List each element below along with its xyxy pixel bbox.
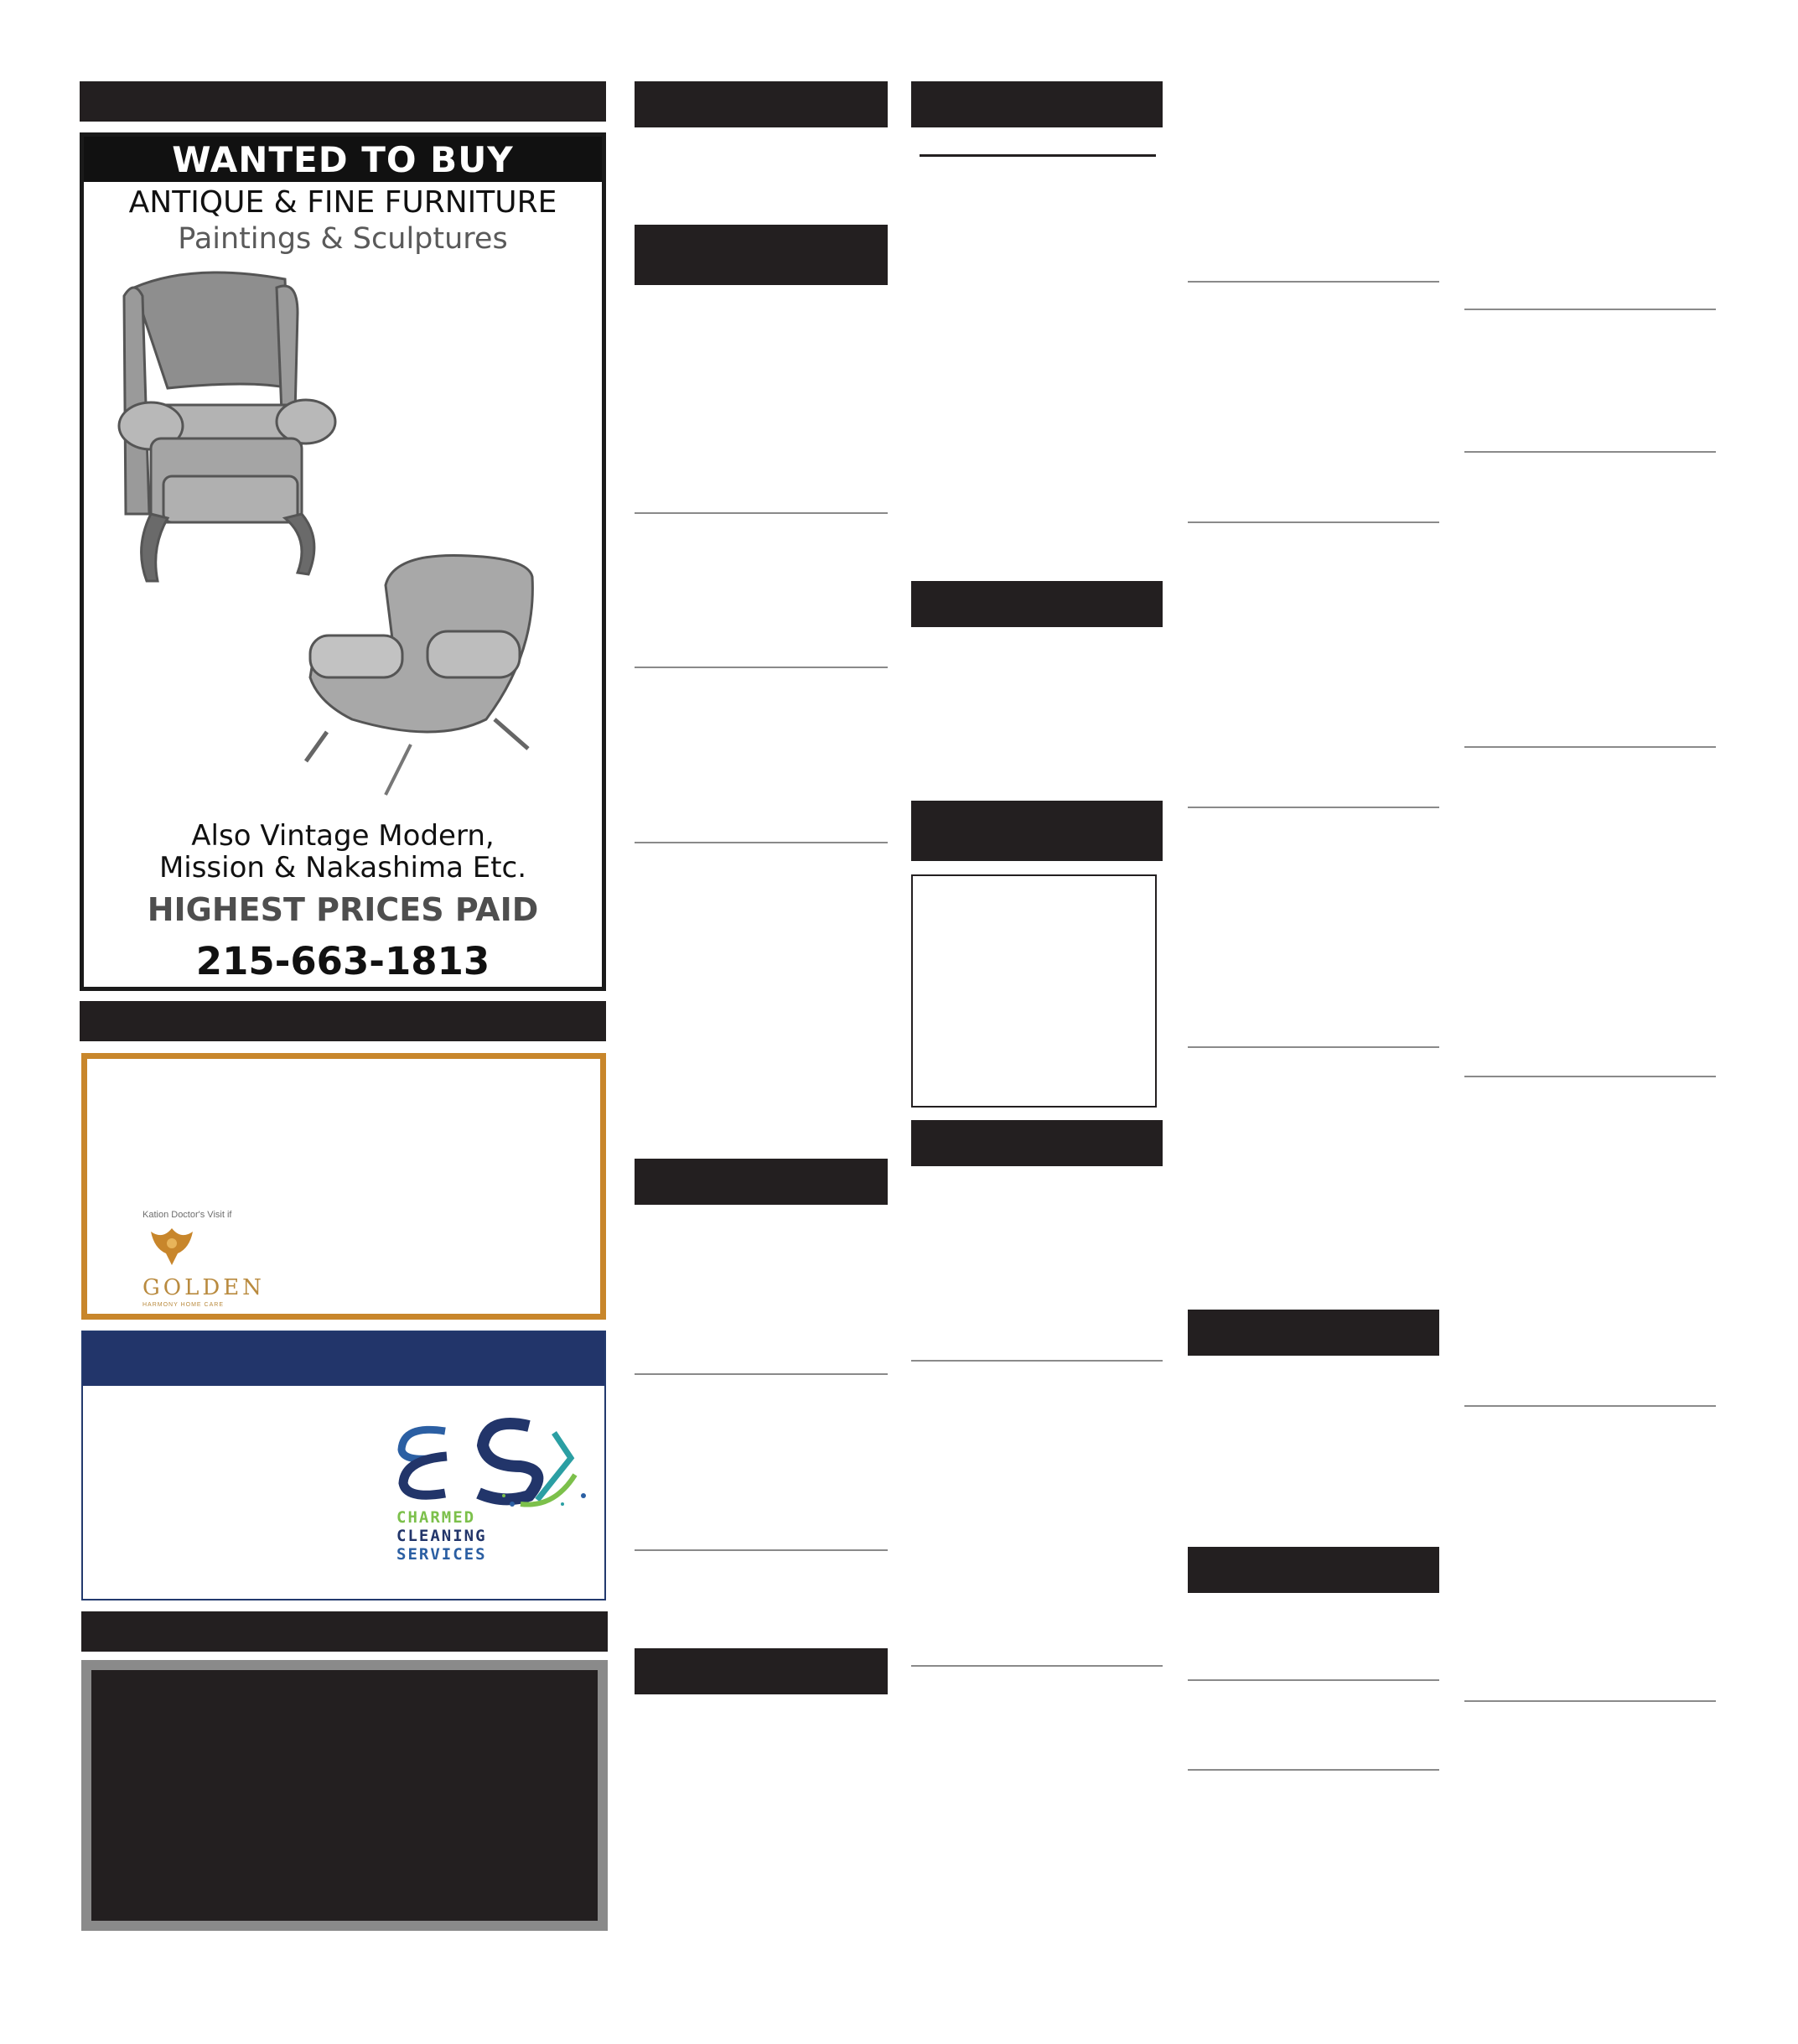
charmed-line2: CLEANING xyxy=(396,1527,487,1545)
divider-rule xyxy=(635,1373,888,1375)
divider-rule xyxy=(1188,1046,1439,1048)
divider-rule xyxy=(911,1360,1163,1362)
golden-ad-tiny-text: Kation Doctor's Visit if xyxy=(142,1210,232,1220)
section-header-bar-col4-b xyxy=(1188,1547,1439,1593)
section-header-bar-col2-d xyxy=(635,1648,888,1694)
ad-line-vintage xyxy=(84,820,602,884)
ad-line-vintage-2: Mission & Nakashima Etc. xyxy=(158,851,527,885)
divider-rule xyxy=(635,842,888,843)
divider-rule xyxy=(911,1665,1163,1667)
furniture-ad xyxy=(80,132,606,991)
charmed-line1: CHARMED xyxy=(396,1508,476,1527)
section-header-bar-col3-b xyxy=(911,581,1163,627)
dark-display-ad-inner xyxy=(91,1670,598,1921)
divider-rule-dark xyxy=(920,154,1156,157)
charmed-line3: SERVICES xyxy=(396,1545,487,1564)
section-header-bar-col1-top xyxy=(80,81,606,122)
divider-rule xyxy=(1464,451,1716,453)
section-header-bar-col4-a xyxy=(1188,1310,1439,1356)
divider-rule xyxy=(1464,746,1716,748)
golden-brand-sub: HARMONY HOME CARE xyxy=(142,1302,224,1308)
charmed-ad-header-band xyxy=(83,1332,604,1386)
divider-rule xyxy=(1188,281,1439,283)
ad-line-paintings: Paintings & Sculptures xyxy=(178,222,508,256)
divider-rule xyxy=(1188,521,1439,523)
divider-rule xyxy=(1188,1769,1439,1771)
divider-rule xyxy=(1188,1679,1439,1681)
divider-rule xyxy=(635,512,888,514)
golden-brand-name: GOLDEN xyxy=(142,1275,265,1300)
section-header-bar-col1-bottom xyxy=(81,1611,608,1652)
section-header-bar-col3-d xyxy=(911,1120,1163,1166)
ad-line-vintage-1: Also Vintage Modern, xyxy=(191,819,495,853)
eagle-logo-icon xyxy=(148,1223,196,1270)
divider-rule xyxy=(1464,1700,1716,1702)
ad-highest-prices: HIGHEST PRICES PAID xyxy=(147,891,539,928)
boxed-frame xyxy=(911,874,1157,1108)
divider-rule xyxy=(1188,807,1439,808)
charmed-cleaning-ad xyxy=(81,1331,606,1600)
ad-line-furniture: ANTIQUE & FINE FURNITURE xyxy=(128,185,557,220)
section-header-bar-col2-a xyxy=(635,81,888,127)
ccs-squeegee-logo-icon xyxy=(395,1416,596,1508)
divider-rule xyxy=(635,1549,888,1551)
armchairs-illustration-icon xyxy=(117,262,587,816)
dark-display-ad xyxy=(81,1660,608,1931)
section-header-bar-col2-b xyxy=(635,225,888,285)
section-header-bar-col3-a xyxy=(911,81,1163,127)
divider-rule xyxy=(635,667,888,668)
section-header-bar-col1-mid xyxy=(80,1001,606,1041)
section-header-bar-col2-c xyxy=(635,1159,888,1205)
divider-rule xyxy=(1464,1405,1716,1407)
divider-rule xyxy=(1464,309,1716,310)
section-header-bar-col3-c xyxy=(911,801,1163,861)
ad-phone-number[interactable]: 215-663-1813 xyxy=(195,939,490,983)
golden-harmony-ad xyxy=(81,1053,606,1320)
divider-rule xyxy=(1464,1076,1716,1077)
ad-header: WANTED TO BUY xyxy=(84,137,602,182)
